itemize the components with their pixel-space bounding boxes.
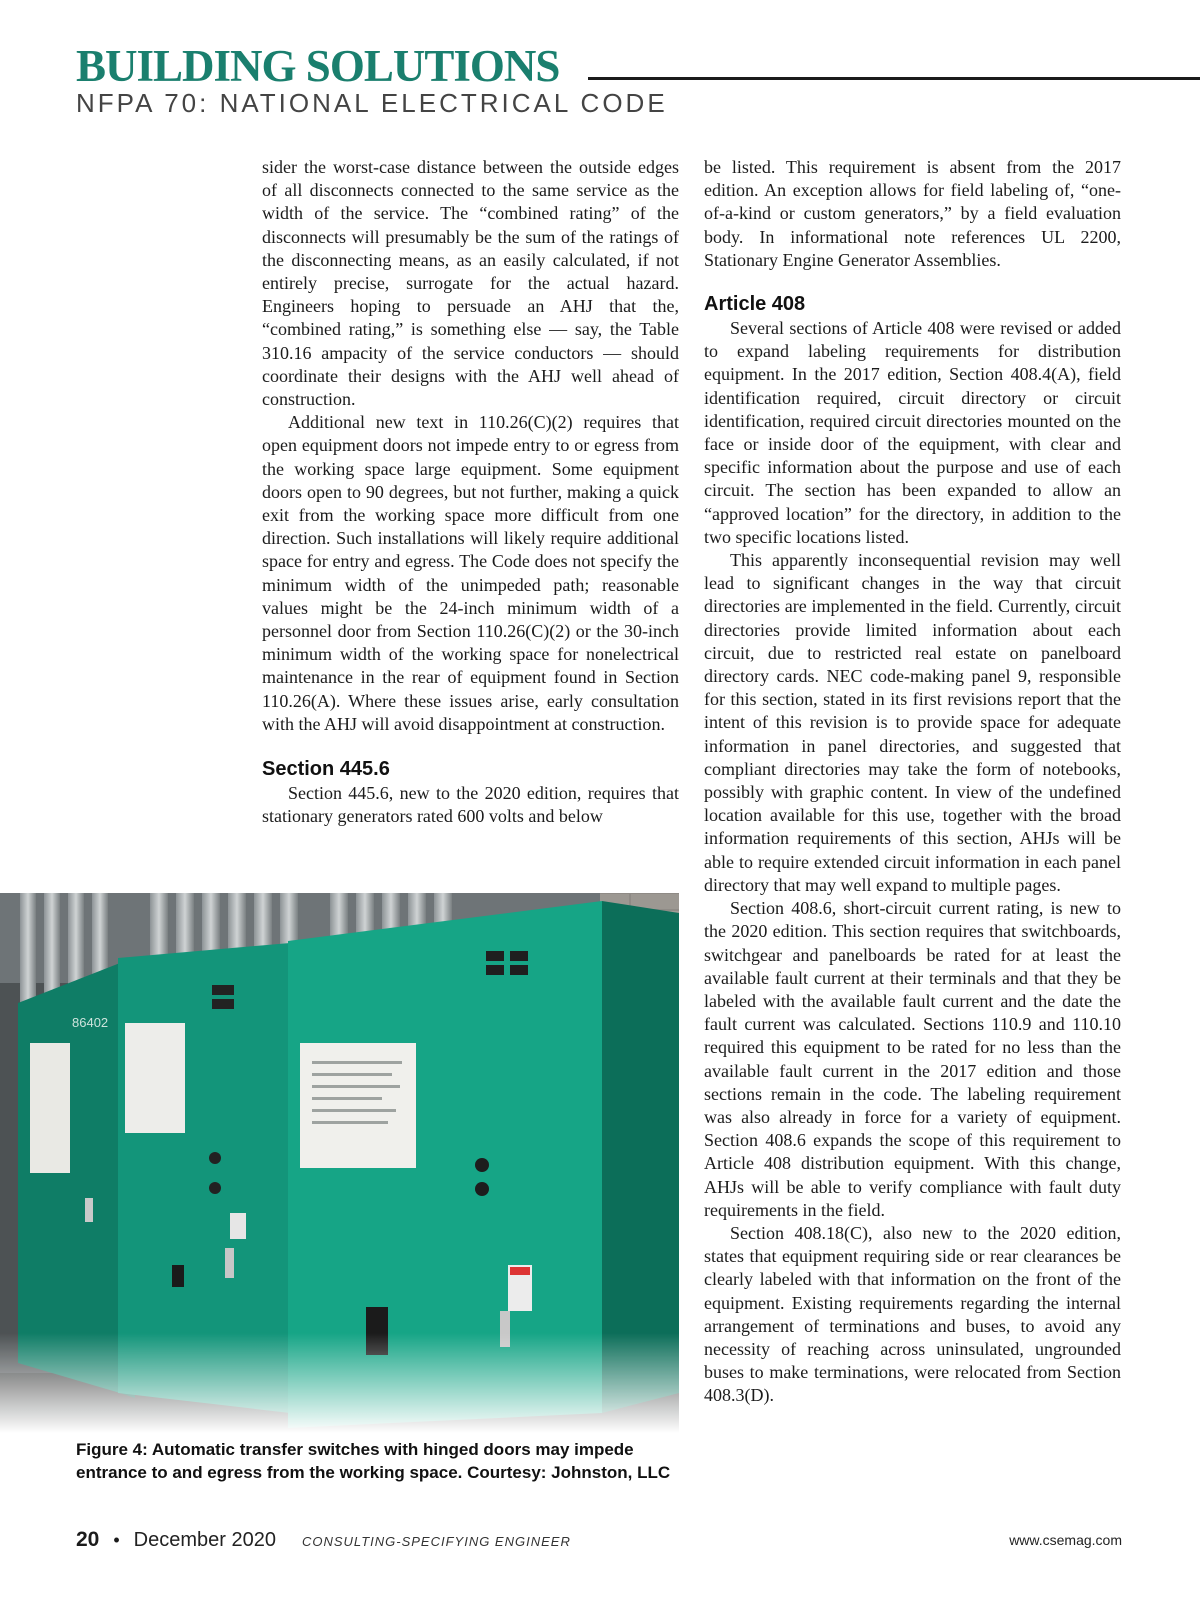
paragraph: This apparently inconsequential revision may well lead to significant changes in the way that circuit directories are implemented in the field. Currently, circuit directories provide limited information about each circuit, due to restricted real estate on panelboard directory cards. NEC code-making panel 9, responsible for this section, stated in its first revisions report that the intent of this revision is to provide space for adequate information in panel directories, and suggested that compliant directories may take the form of notebooks, possibly with graphic content. In view of the undefined location available for this use, together with the broad information requirements of this section, AHJs will be able to require extended circuit information in each panel directory that may well expand to multiple pages. xyxy=(704,550,1121,895)
website-link[interactable]: www.csemag.com xyxy=(1009,1532,1122,1548)
page-footer xyxy=(76,1528,1122,1558)
cabinet-label: 86402 xyxy=(72,1015,109,1030)
masthead xyxy=(76,40,1200,118)
paragraph: Additional new text in 110.26(C)(2) requires that open equipment doors not impede entry to or egress from the working space large equipment. Some equipment doors open to 90 degrees, but not further, making a quick exit from the working space more difficult from one direction. Such installations will likely require additional space for entry and egress. The Code does not specify the minimum width of the unimpeded path; reasonable values might be the 24-inch minimum width of a personnel door from Section 110.26(C)(2) or the 30-inch minimum width of the working space for nonelectrical maintenance in the rear of equipment found in Section 110.26(A). Where these issues arise, early consultation with the AHJ will avoid disappointment at construction. xyxy=(262,412,679,734)
figure-caption: Figure 4: Automatic transfer switches with hinged doors may impede entrance to and egress from the working space. Courtesy: Johnston, LLC xyxy=(76,1440,671,1482)
section-heading: Section 445.6 xyxy=(262,758,390,781)
header-rule xyxy=(588,77,1200,80)
page-number: 20 xyxy=(76,1528,100,1551)
paragraph: Several sections of Article 408 were revised or added to expand labeling requirements for distribution equipment. In the 2017 edition, Section 408.4(A), field identification required, circuit directory or circuit identification, required circuit directories mounted on the face or inside door of the equipment, with clear and specific information about the purpose and use of each circuit. The section has been expanded to allow an “approved location” for the directory, in addition to the two specific locations listed. xyxy=(704,318,1121,547)
figure-photo xyxy=(0,893,679,1433)
section-heading: Article 408 xyxy=(704,293,806,316)
paragraph: Section 408.18(C), also new to the 2020 edition, states that equipment requiring side or rear clearances be clearly labeled with that information on the front of the equipment. Existing requirements regarding the internal arrangement of terminations and buses, to avoid any necessity of reaching across uninsulated, ungrounded buses to make terminations, were relocated from Section 408.3(D). xyxy=(704,1222,1121,1406)
paragraph: sider the worst-case distance between the outside edges of all disconnects connected to the same service as the width of the service. The “combined rating” of the disconnects will presumably be the sum of the ratings of the disconnecting means, as an easily calculated, if not entirely precise, surrogate for the actual hazard. Engineers hoping to persuade an AHJ that the, “combined rating,” is something else — say, the Table 310.16 ampacity of the service conductors — should coordinate their designs with the AHJ well ahead of construction. xyxy=(262,157,679,410)
paragraph: Section 408.6, short-circuit current rating, is new to the 2020 edition. This section requires that switchboards, switchgear and panelboards be rated for at least the available fault current at their terminals and that they be labeled with the available fault current and the date the fault current was calculated. Sections 110.9 and 110.10 required this equipment to be rated for no less than the available fault current in the 2017 edition and those sections remain in the code. The labeling requirement was also already in force for a variety of equipment. Section 408.6 expands the scope of this requirement to Article 408 distribution equipment. With this change, AHJs will be able to verify compliance with fault duty requirements in the field. xyxy=(704,898,1121,1220)
section-subtitle: NFPA 70: NATIONAL ELECTRICAL CODE xyxy=(76,88,668,118)
section-title: BUILDING SOLUTIONS xyxy=(76,41,560,91)
paragraph: Section 445.6, new to the 2020 edition, requires that stationary generators rated 600 volts and below xyxy=(262,783,679,827)
footer-bullet: • xyxy=(113,1530,120,1550)
left-column xyxy=(262,156,679,828)
magazine-name: CONSULTING-SPECIFYING ENGINEER xyxy=(301,1534,571,1549)
right-column xyxy=(704,156,1121,1408)
transfer-switches-illustration xyxy=(0,893,679,1433)
issue-date: December 2020 xyxy=(133,1529,276,1551)
paragraph: be listed. This requirement is absent from the 2017 edition. An exception allows for field labeling of, “one-of-a-kind or custom generators,” by a field evaluation body. In informational note references UL 2200, Stationary Engine Generator Assemblies. xyxy=(704,157,1121,270)
